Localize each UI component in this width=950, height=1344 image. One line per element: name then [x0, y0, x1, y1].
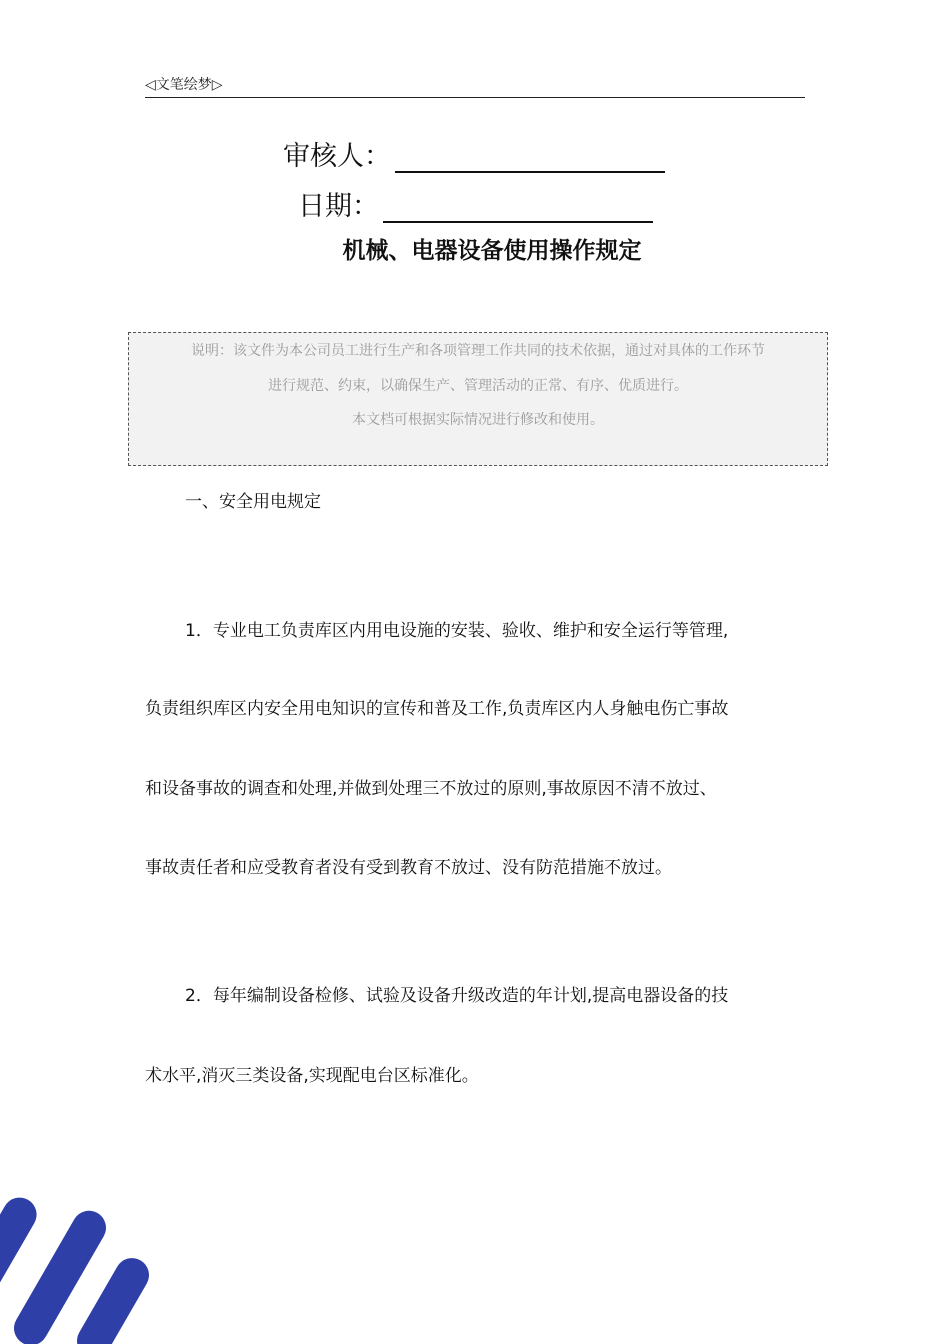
paragraph-line: 和设备事故的调查和处理,并做到处理三不放过的原则,事故原因不清不放过、 [145, 779, 717, 799]
date-label: 日期： [298, 191, 379, 222]
section-heading: 一、安全用电规定 [185, 492, 321, 512]
date-signature-row [298, 184, 653, 223]
document-title: 机械、电器设备使用操作规定 [342, 238, 642, 264]
paragraph-line: 2．每年编制设备检修、试验及设备升级改造的年计划,提高电器设备的技 [185, 986, 729, 1006]
notice-line: 说明：该文件为本公司员工进行生产和各项管理工作共同的技术依据，通过对具体的工作环节 [191, 343, 765, 359]
paragraph-line: 事故责任者和应受教育者没有受到教育不放过、没有防范措施不放过。 [145, 858, 672, 878]
paragraph-line: 负责组织库区内安全用电知识的宣传和普及工作,负责库区内人身触电伤亡事故 [145, 699, 729, 719]
header-brand-text: ◁文笔绘梦▷ [145, 77, 223, 93]
paragraph-line: 术水平,消灭三类设备,实现配电台区标准化。 [145, 1066, 479, 1086]
reviewer-signature-row [283, 134, 665, 173]
paragraph-line: 1．专业电工负责库区内用电设施的安装、验收、维护和安全运行等管理, [185, 621, 729, 641]
reviewer-blank-line [395, 145, 665, 173]
stripes-logo-icon [0, 1150, 180, 1344]
header-divider [145, 97, 805, 98]
notice-line: 本文档可根据实际情况进行修改和使用。 [352, 412, 604, 428]
notice-line: 进行规范、约束，以确保生产、管理活动的正常、有序、优质进行。 [268, 378, 688, 394]
notice-box [128, 332, 828, 466]
date-blank-line [383, 195, 653, 223]
reviewer-label: 审核人： [283, 141, 391, 172]
